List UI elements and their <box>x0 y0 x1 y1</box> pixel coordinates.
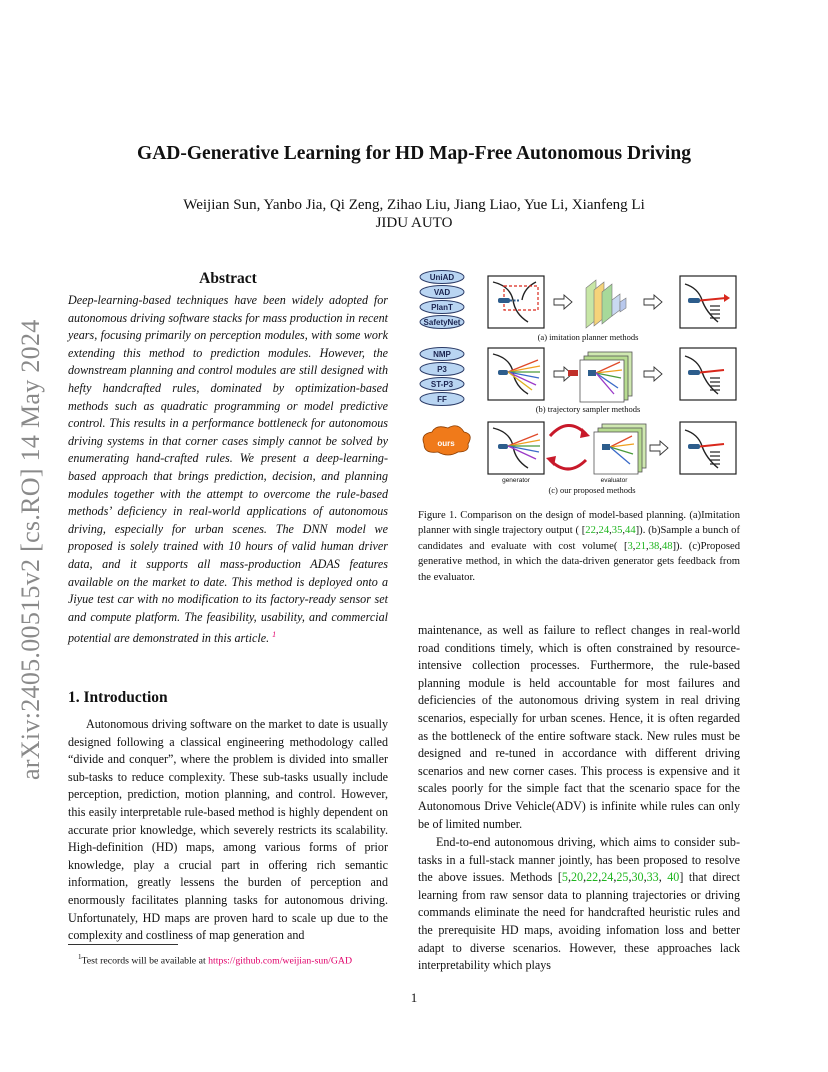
caption-cite[interactable]: 21 <box>635 540 647 552</box>
abstract-footnote-link[interactable]: 1 <box>272 630 277 640</box>
figure-1 <box>418 266 740 498</box>
subcaption-b: (b) trajectory sampler methods <box>535 404 641 414</box>
caption-cite[interactable]: 35 <box>611 525 623 537</box>
pill-vad <box>420 286 464 299</box>
arrow-a2 <box>644 295 662 309</box>
body-cite[interactable]: 20 <box>570 870 584 885</box>
body-cite[interactable]: 24 <box>601 870 614 885</box>
body-cite[interactable]: 33 <box>646 870 659 885</box>
caption-cite[interactable]: 22 <box>585 525 596 537</box>
body-cite[interactable]: 5 <box>561 870 568 885</box>
body-cite[interactable]: 40 <box>667 870 680 885</box>
affiliation: JIDU AUTO <box>375 215 453 231</box>
feedback-arrows <box>546 425 590 469</box>
right-para2-post: ] that direct learning from raw sensor data to planning trajectories or driving commands eliminate the need for handcrafted heuristic rules and the prerequisite HD maps, avoiding infomation loss and better adapt to diverse scenarios. However, these approaches lack interpretability which plays <box>418 870 740 973</box>
body-cite[interactable]: 30 <box>631 870 644 885</box>
caption-cite[interactable]: 24 <box>598 525 610 537</box>
svg-text:PlanT: PlanT <box>431 303 453 312</box>
abstract-text: Deep-learning-based techniques have been widely adopted for autonomous driving software stacks for mass production in recent years, focusing primarily on perception modules, with some work extending this method to prediction modules. However, the downstream planning and control modules are still designed with hefty handcrafted rules, dominated by optimization-based methods such as quadratic programming or model predictive control. This results in a performance bottleneck for autonomous driving systems in that corner cases simply cannot be solved by enumerating hand-crafted rules. We present a deep-learning-based approach that brings prediction, decision, and planning modules together with the attempt to overcome the rule-based methods’ deficiency in real-world applications of autonomous driving, especially for urban scenes. The DNN model we proposed is solely trained with 10 hours of valid human driver data, and it supports all mass-production ADAS features available on the market to date. This method is deployed onto a Jiyue test car with no modification to its factory-ready sensor set and compute platform. The feasibility, usability, and commercial potential are demonstrated in this article. <box>68 293 388 646</box>
svg-text:ST-P3: ST-P3 <box>430 380 454 389</box>
figure-caption: Figure 1. Comparison on the design of model-based planning. (a)Imitation planner with single trajectory output ( [22,24,35,44]). (b)Sample a bunch of candidates and evaluate with cost volume( [3,21,38,48]). (c)Proposed generative method, in which the data-driven generator gets feedback from the evaluator. <box>418 510 741 583</box>
arxiv-side-label: arXiv:2405.00515v2 [cs.RO] 14 May 2024 <box>16 319 45 780</box>
caption-cite[interactable]: 48 <box>661 540 673 552</box>
pill-p3 <box>420 363 464 376</box>
abstract-heading: Abstract <box>199 270 257 287</box>
pill-group-a <box>420 271 464 329</box>
intro-heading: 1. Introduction <box>68 689 168 706</box>
cost-volume-c <box>594 424 646 474</box>
caption-prefix: Figure 1. Comparison on the design of model-based planning. (a)Imitation planner with single trajectory output ( [ <box>418 510 740 537</box>
pill-group-b <box>420 348 464 406</box>
svg-text:VAD: VAD <box>433 288 451 297</box>
intro-paragraph: Autonomous driving software on the market to date is usually designed following a classical engineering methodology called “divide and conquer”, where the problem is divided into smaller sub-tasks to reduce complexity. These sub-tasks usually include perception, prediction, motion planning, and control. However, this easily interpretable rule-based method is highly dependent on accurate prior knowledge, which severely restricts its scalability. High-definition (HD) maps, among various forms of prior knowledge, play a crucial part in offering rich semantic information, greatly lessens the burden of perception and enormously facilitates planning tasks for autonomous driving. Unfortunately, HD maps are proven hard to scale up due to the complexity and costliness of map generation and <box>68 717 388 943</box>
right-paragraph-2: End-to-end autonomous driving, which aims to consider sub-tasks in a full-stack manner jointly, has been proposed to resolve the above issues. Methods [5,20,22,24,25,30,33, 40] that direct learning from raw sensor data to planning trajectories or driving commands eliminate the need for handcrafted heuristic rules and the prerequisite HD maps, avoiding infomation loss and better adapt to diverse scenarios. However, these approaches lack interpretability which plays <box>418 835 740 973</box>
body-cite[interactable]: 25 <box>616 870 629 885</box>
subcaption-a: (a) imitation planner methods <box>537 332 639 342</box>
subcaption-c: (c) our proposed methods <box>548 485 636 495</box>
svg-text:NMP: NMP <box>433 350 451 359</box>
right-para2-pre: End-to-end autonomous driving, which aims to consider sub-tasks in a full-stack manner jointly, has been proposed to resolve the above issues. Methods [ <box>418 835 740 885</box>
page-number: 1 <box>410 990 418 1005</box>
pill-safetynet <box>420 316 464 329</box>
scene-c-output <box>680 422 736 474</box>
paper-title: GAD-Generative Learning for HD Map-Free Autonomous Driving <box>137 143 691 164</box>
pill-ff <box>420 393 464 406</box>
svg-text:P3: P3 <box>437 365 447 374</box>
scene-a-input <box>488 276 544 328</box>
scene-a-output <box>680 276 736 328</box>
abstract-body <box>68 292 388 648</box>
caption-mid-2: ]). (c)Proposed generative method, in which the data-driven generator gets feedback from the evaluator. <box>418 540 740 583</box>
label-generator: generator <box>502 477 530 484</box>
pill-nmp <box>420 348 464 361</box>
caption-cite[interactable]: 44 <box>625 525 636 537</box>
svg-text:UniAD: UniAD <box>429 273 455 282</box>
footnote-rule <box>68 944 178 945</box>
footnote-link[interactable]: https://github.com/weijian-sun/GAD <box>208 955 353 967</box>
cost-volume-b <box>568 352 632 402</box>
arrow-b2 <box>644 367 662 381</box>
footnote-text: Test records will be available at <box>81 955 209 967</box>
svg-text:ours: ours <box>437 439 455 448</box>
author-block <box>0 196 828 232</box>
scene-b-output <box>680 348 736 400</box>
arrow-c <box>650 441 668 455</box>
footnote <box>78 951 398 967</box>
right-paragraph-1: maintenance, as well as failure to reflect changes in real-world road conditions timely, which is often constrained by resource-intensive collection processes. Furthermore, the rule-based planning module is held accountable for most failures and deficiencies of the autonomous driving system in real driving scenarios, especially for urban scenes. Hence, it is often regarded as the bottleneck of the entire software stack. New rules must be designed and re-tuned in accordance with different driving scenarios and new corner cases. This process is expensive and it scales poorly for the simple fact that the scenario space for the Autonomous Drive Vehicle(ADV) is infinite while rules can only be of limited number. <box>418 623 740 831</box>
pill-plant <box>420 301 464 314</box>
caption-cite[interactable]: 3 <box>627 540 633 552</box>
svg-text:SafetyNet: SafetyNet <box>423 318 461 327</box>
pill-uniad <box>420 271 464 284</box>
label-evaluator: evaluator <box>600 477 628 484</box>
pill-ours <box>423 426 470 455</box>
author-list: Weijian Sun, Yanbo Jia, Qi Zeng, Zihao Liu, Jiang Liao, Yue Li, Xianfeng Li <box>183 197 645 213</box>
svg-text:FF: FF <box>437 395 447 404</box>
body-cite[interactable]: 22 <box>586 870 599 885</box>
footnote-mark: 1 <box>78 953 82 961</box>
scene-c-generator <box>488 422 544 474</box>
network-a <box>586 280 626 328</box>
scene-b-input <box>488 348 544 400</box>
caption-mid-1: ]). (b)Sample a bunch of candidates and evaluate with cost volume( [ <box>418 525 741 552</box>
arrow-a1 <box>554 295 572 309</box>
pill-st-p3 <box>420 378 464 391</box>
caption-cite[interactable]: 38 <box>648 540 660 552</box>
intro-heading-wrap <box>68 689 168 707</box>
